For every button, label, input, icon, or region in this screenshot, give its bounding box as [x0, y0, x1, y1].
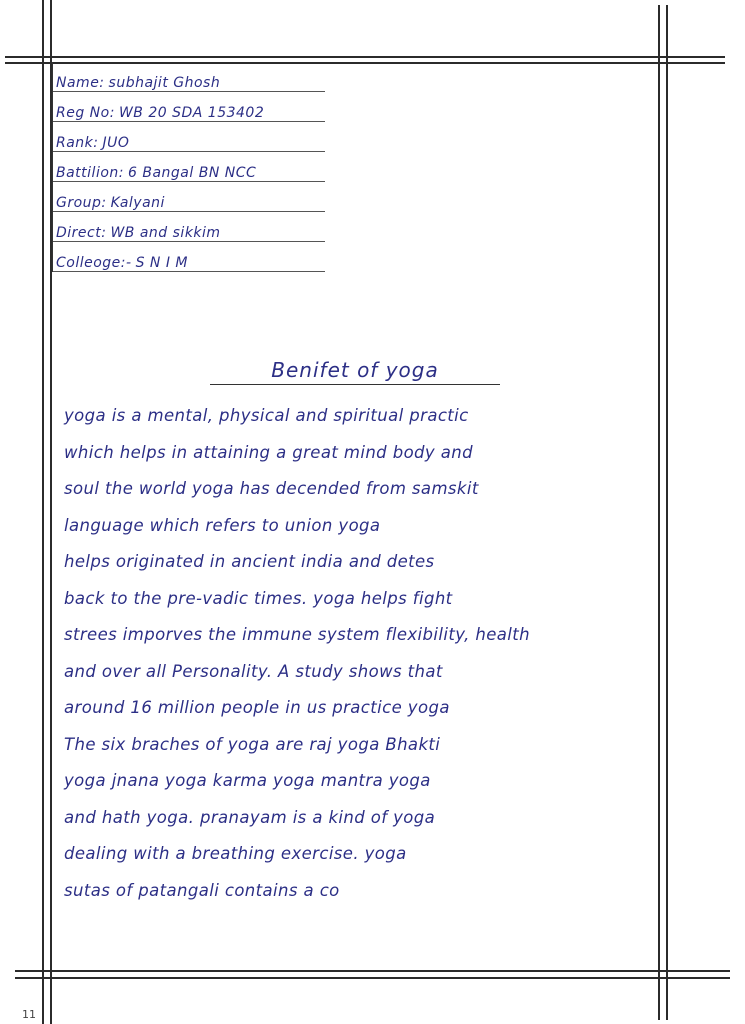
bottom-rule-line-inner: [15, 977, 730, 979]
essay-line: helps originated in ancient india and detes: [64, 552, 435, 571]
details-value: subhajit Ghosh: [108, 75, 221, 91]
details-label: Direct:: [56, 225, 107, 241]
essay-line: which helps in attaining a great mind body and: [64, 442, 473, 462]
left-margin-line: [42, 0, 44, 1024]
details-row-reg-no: [53, 92, 325, 122]
essay-line: strees imporves the immune system flexibility, health: [64, 625, 531, 644]
essay-line: yoga jnana yoga karma yoga mantra yoga: [64, 771, 431, 790]
details-label: Colleoge:-: [56, 255, 132, 271]
essay-line: and over all Personality. A study shows that: [64, 661, 443, 681]
essay-title: Benifet of yoga: [210, 358, 500, 385]
details-label: Rank:: [56, 135, 99, 151]
details-value: WB and sikkim: [110, 225, 221, 241]
details-row-group: [53, 182, 325, 212]
details-row-college: [53, 242, 325, 272]
details-value: WB 20 SDA 153402: [118, 105, 265, 121]
details-row-name: [53, 62, 325, 92]
essay-line: yoga is a mental, physical and spiritual practic: [64, 406, 469, 425]
essay-line: back to the pre-vadic times. yoga helps fight: [64, 588, 453, 608]
details-value: Kalyani: [110, 195, 165, 211]
details-row-battalion: [53, 152, 325, 182]
essay-line: The six braches of yoga are raj yoga Bhakti: [64, 734, 441, 754]
details-label: Battilion:: [56, 165, 124, 181]
essay-line: dealing with a breathing exercise. yoga: [64, 844, 407, 863]
details-value: 6 Bangal BN NCC: [128, 165, 257, 181]
details-value: S N I M: [135, 255, 188, 271]
student-details-box: [52, 62, 325, 272]
details-label: Group:: [56, 195, 107, 211]
essay-line: language which refers to union yoga: [64, 515, 381, 535]
page-number: 11: [22, 1008, 36, 1021]
essay-line: soul the world yoga has decended from samskit: [64, 479, 479, 498]
details-label: Name:: [56, 75, 105, 91]
details-row-direct: [53, 212, 325, 242]
details-label: Reg No:: [56, 105, 115, 121]
details-row-rank: [53, 122, 325, 152]
top-rule-line: [5, 56, 725, 58]
essay-line: and hath yoga. pranayam is a kind of yoga: [64, 807, 436, 827]
details-value: JUO: [102, 135, 130, 151]
essay-line: sutas of patangali contains a co: [64, 880, 340, 900]
essay-body: [64, 398, 674, 909]
bottom-rule-line: [15, 970, 730, 972]
essay-line: around 16 million people in us practice yoga: [64, 698, 450, 717]
